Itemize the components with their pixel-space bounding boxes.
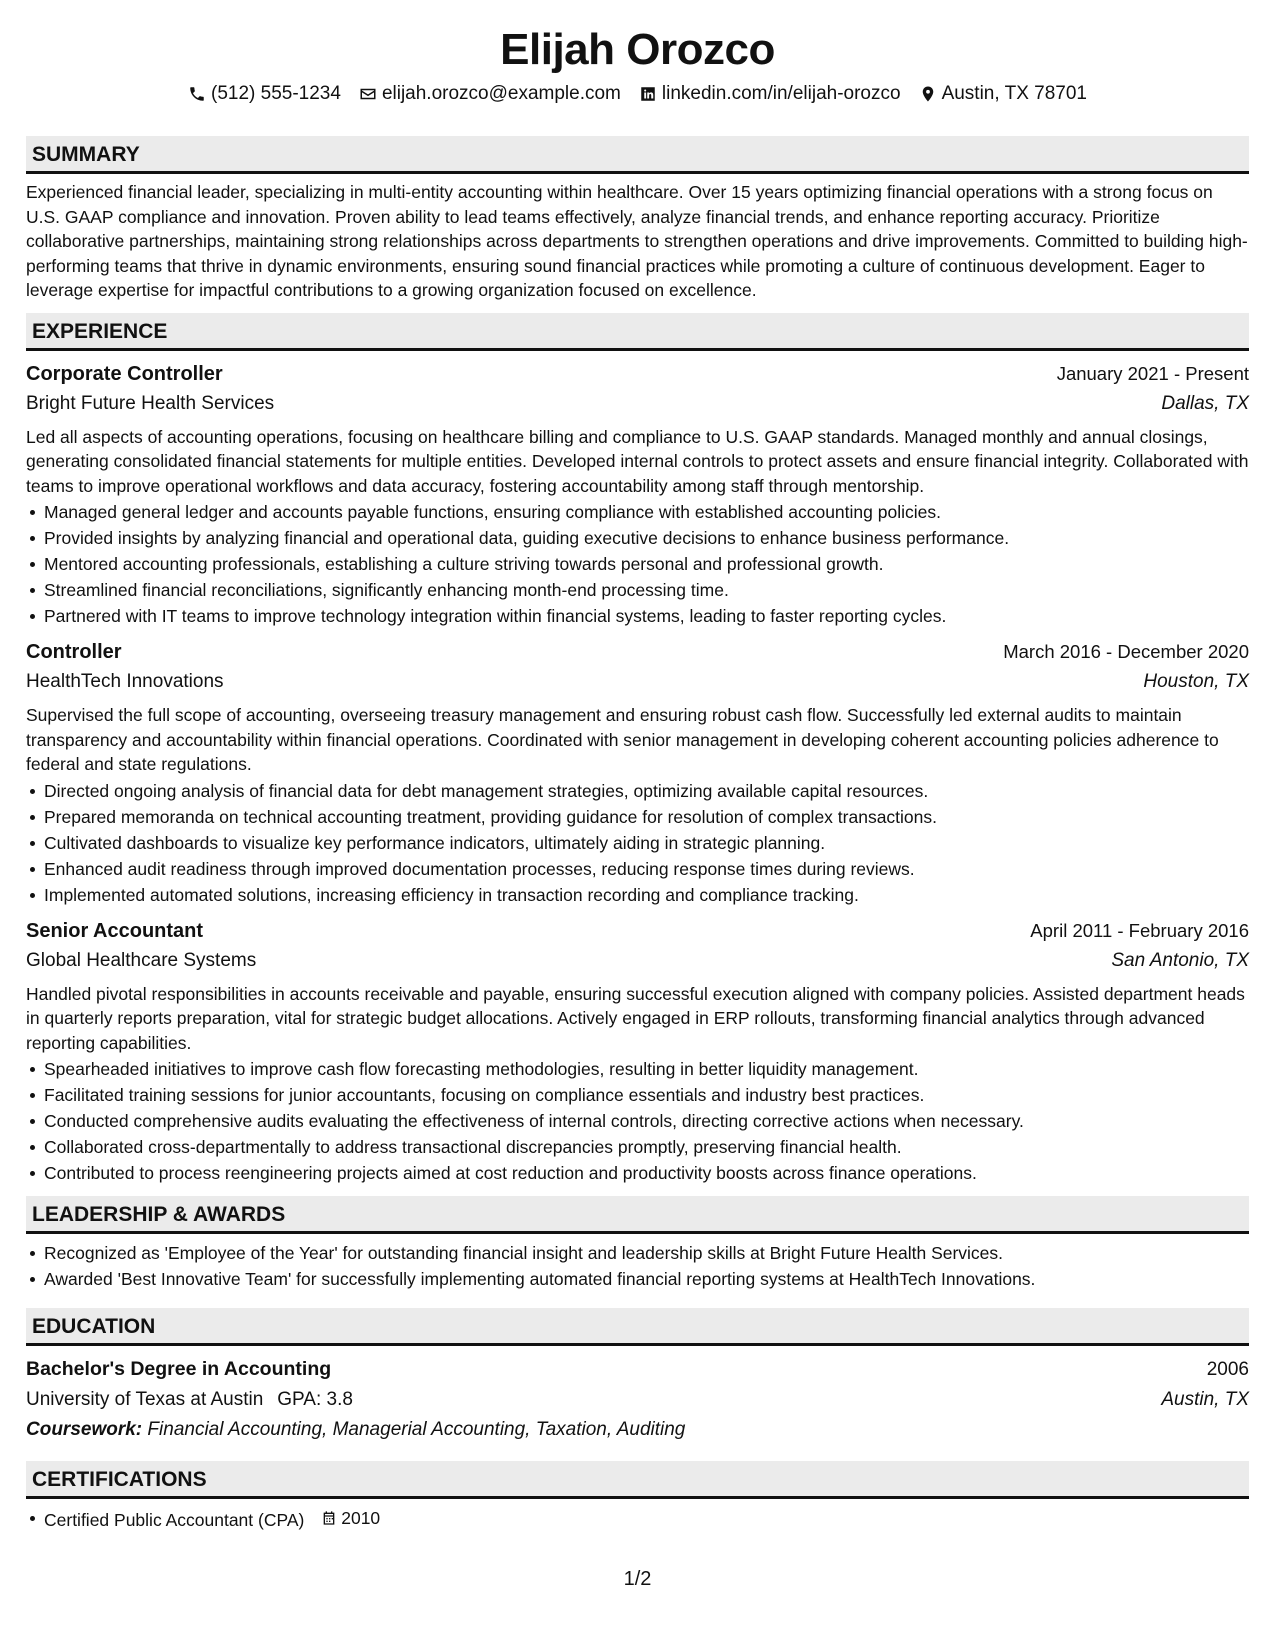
job-entry: [26, 637, 1249, 908]
bullet-item: Prepared memoranda on technical accounting treatment, providing guidance for resolution of complex transactions.: [44, 804, 1249, 830]
bullet-item: Contributed to process reengineering projects aimed at cost reduction and productivity boosts across finance operations.: [44, 1160, 1249, 1186]
certification-list: [26, 1505, 1249, 1533]
bullet-item: Enhanced audit readiness through improved documentation processes, reducing response times during reviews.: [44, 856, 1249, 882]
calendar-icon: [321, 1510, 337, 1526]
job-description: Supervised the full scope of accounting, overseeing treasury management and ensuring robust cash flow. Successfully led external audits to maintain transparency and accountability within financial operations. Coordinated with senior management in developing coherent accounting policies adherence to federal and state regulations.: [26, 705, 1219, 774]
summary-text: Experienced financial leader, specializing in multi-entity accounting within healthcare. Over 15 years optimizing financial operations with a strong focus on U.S. GAAP compliance and innovation. Proven ability to lead teams effectively, analyze financial trends, and enhance reporting accuracy. Prioritize collaborative partnerships, maintaining strong relationships across departments to strengthen operations and drive improvements. Committed to building high-performing teams that thrive in dynamic environments, ensuring sound financial practices while promoting a culture of continuous development. Eager to leverage expertise for impactful contributions to a growing organization focused on excellence.: [26, 182, 1248, 300]
contact-location: [919, 82, 1087, 106]
certification-name: Certified Public Accountant (CPA): [44, 1510, 305, 1530]
envelope-icon: [359, 85, 377, 103]
job-dates: January 2021 - Present: [1056, 362, 1249, 384]
bullet-item: Facilitated training sessions for junior accountants, focusing on compliance essentials and industry best practices.: [44, 1082, 1249, 1108]
bullet-item: Collaborated cross-departmentally to address transactional discrepancies promptly, preserving financial health.: [44, 1134, 1249, 1160]
school-name: University of Texas at Austin: [26, 1389, 264, 1410]
bullet-item: Provided insights by analyzing financial and operational data, guiding executive decisions to enhance business performance.: [44, 525, 1249, 551]
coursework-line: [26, 1415, 1249, 1445]
school-line: [26, 1385, 353, 1415]
section-heading-certifications: CERTIFICATIONS: [26, 1461, 1249, 1499]
job-bullets: [26, 499, 1249, 629]
resume-page: [26, 0, 1249, 1533]
bullet-item: Streamlined financial reconciliations, significantly enhancing month-end processing time.: [44, 577, 1249, 603]
job-description: Handled pivotal responsibilities in accounts receivable and payable, ensuring successful execution aligned with company policies. Assisted department heads in quarterly reports preparation, vital for strategic budget allocations. Actively engaged in ERP rollouts, transforming financial analytics through advanced reporting capabilities.: [26, 983, 1245, 1053]
award-item: Awarded 'Best Innovative Team' for successfully implementing automated financial reporting systems at HealthTech Innovations.: [44, 1266, 1249, 1292]
bullet-item: Directed ongoing analysis of financial data for debt management strategies, optimizing available capital resources.: [44, 778, 1249, 804]
job-location: San Antonio, TX: [1111, 949, 1249, 971]
bullet-item: Implemented automated solutions, increasing efficiency in transaction recording and compliance tracking.: [44, 882, 1249, 908]
job-entry: [26, 359, 1249, 630]
location-text: Austin, TX 78701: [941, 83, 1087, 104]
contact-email[interactable]: [359, 82, 621, 106]
job-title: Corporate Controller: [26, 362, 223, 385]
job-location: Houston, TX: [1143, 671, 1249, 692]
section-heading-experience: EXPERIENCE: [26, 313, 1249, 351]
section-heading-summary: SUMMARY: [26, 136, 1249, 174]
job-company: HealthTech Innovations: [26, 671, 224, 692]
phone-icon: [188, 85, 206, 103]
map-marker-icon: [919, 85, 937, 103]
job-dates: April 2011 - February 2016: [1030, 919, 1249, 941]
bullet-item: Managed general ledger and accounts payable functions, ensuring compliance with established accounting policies.: [44, 499, 1249, 525]
education-entry: [26, 1354, 1249, 1445]
email-link[interactable]: elijah.orozco@example.com: [381, 83, 621, 104]
job-entry: [26, 916, 1249, 1187]
job-company: Bright Future Health Services: [26, 392, 275, 414]
job-title: Controller: [26, 641, 122, 663]
job-company: Global Healthcare Systems: [26, 949, 257, 971]
coursework-label: Coursework:: [26, 1419, 143, 1440]
phone-text: (512) 555-1234: [211, 83, 341, 104]
contact-linkedin[interactable]: [639, 82, 901, 106]
linkedin-icon: [639, 85, 657, 103]
school-location: Austin, TX: [1161, 1389, 1249, 1410]
job-dates: March 2016 - December 2020: [1003, 641, 1249, 662]
job-location: Dallas, TX: [1161, 392, 1249, 414]
bullet-item: Spearheaded initiatives to improve cash flow forecasting methodologies, resulting in better liquidity management.: [44, 1056, 1249, 1082]
bullet-item: Partnered with IT teams to improve technology integration within financial systems, leading to faster reporting cycles.: [44, 603, 1249, 629]
leadership-list: [26, 1240, 1249, 1292]
page-number: 1/2: [623, 1568, 652, 1590]
candidate-name: Elijah Orozco: [500, 25, 775, 74]
job-bullets: [26, 1056, 1249, 1186]
certification-date: [321, 1505, 380, 1531]
coursework-list: Financial Accounting, Managerial Accounting, Taxation, Auditing: [147, 1419, 686, 1440]
award-item: Recognized as 'Employee of the Year' for outstanding financial insight and leadership skills at Bright Future Health Services.: [44, 1240, 1249, 1266]
certification-item: [44, 1505, 1249, 1533]
bullet-item: Conducted comprehensive audits evaluating the effectiveness of internal controls, directing corrective actions when necessary.: [44, 1108, 1249, 1134]
certification-year: 2010: [341, 1508, 381, 1528]
bullet-item: Cultivated dashboards to visualize key performance indicators, ultimately aiding in strategic planning.: [44, 830, 1249, 856]
contact-bar: [26, 82, 1249, 106]
bullet-item: Mentored accounting professionals, establishing a culture striving towards personal and professional growth.: [44, 551, 1249, 577]
job-description: Led all aspects of accounting operations, focusing on healthcare billing and compliance to U.S. GAAP standards. Managed monthly and annual closings, generating consolidated financial statements for multiple entities. Developed internal controls to protect assets and ensure financial integrity. Collaborated with teams to improve operational workflows and data accuracy, fostering accountability among staff through mentorship.: [26, 426, 1249, 496]
graduation-year: 2006: [1206, 1359, 1249, 1380]
contact-phone: [188, 82, 341, 106]
degree-title: Bachelor's Degree in Accounting: [26, 1358, 332, 1380]
section-heading-leadership: LEADERSHIP & AWARDS: [26, 1196, 1249, 1234]
job-bullets: [26, 778, 1249, 908]
linkedin-link[interactable]: linkedin.com/in/elijah-orozco: [661, 83, 901, 104]
section-heading-education: EDUCATION: [26, 1308, 1249, 1346]
job-title: Senior Accountant: [26, 919, 204, 942]
gpa: GPA: 3.8: [277, 1389, 353, 1410]
